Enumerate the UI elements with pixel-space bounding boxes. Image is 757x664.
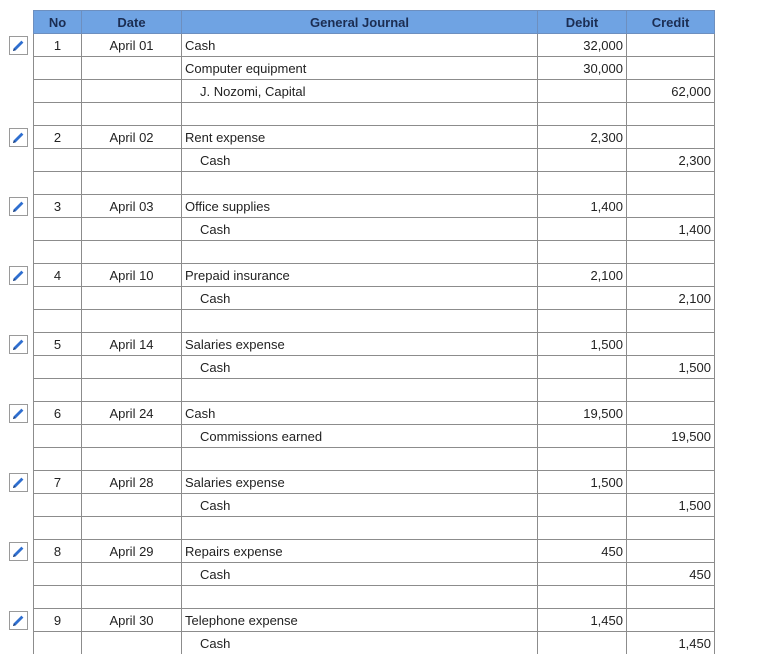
pencil-icon [12, 476, 25, 489]
credit-amount [627, 57, 715, 80]
entry-date [82, 57, 182, 80]
entry-number [34, 218, 82, 241]
credit-amount [627, 126, 715, 149]
debit-amount [538, 80, 627, 103]
pencil-icon [12, 200, 25, 213]
pencil-icon [12, 545, 25, 558]
blank-cell [627, 241, 715, 264]
account-name: Prepaid insurance [182, 264, 538, 287]
blank-cell [34, 379, 82, 402]
table-row [34, 264, 715, 287]
blank-cell [182, 310, 538, 333]
account-name: Cash [182, 34, 538, 57]
entry-number: 8 [34, 540, 82, 563]
credit-amount [627, 402, 715, 425]
entry-number [34, 57, 82, 80]
blank-cell [34, 310, 82, 333]
entry-date [82, 287, 182, 310]
credit-amount: 62,000 [627, 80, 715, 103]
entry-number [34, 494, 82, 517]
edit-entry-1-button[interactable] [9, 36, 28, 55]
blank-cell [182, 103, 538, 126]
account-name: Cash [182, 402, 538, 425]
table-row [34, 540, 715, 563]
edit-entry-5-button[interactable] [9, 335, 28, 354]
header-date: Date [82, 11, 182, 34]
debit-amount: 1,400 [538, 195, 627, 218]
debit-amount [538, 632, 627, 655]
entry-number [34, 425, 82, 448]
blank-cell [34, 103, 82, 126]
edit-entry-6-button[interactable] [9, 404, 28, 423]
blank-cell [182, 517, 538, 540]
account-name: Office supplies [182, 195, 538, 218]
debit-amount: 1,500 [538, 471, 627, 494]
entry-date: April 28 [82, 471, 182, 494]
account-name: Commissions earned [182, 425, 538, 448]
edit-entry-9-button[interactable] [9, 611, 28, 630]
blank-cell [538, 310, 627, 333]
blank-row [34, 379, 715, 402]
entry-number: 7 [34, 471, 82, 494]
account-name: Cash [182, 149, 538, 172]
credit-amount [627, 195, 715, 218]
entry-date: April 29 [82, 540, 182, 563]
blank-cell [538, 172, 627, 195]
table-row [34, 80, 715, 103]
table-row [34, 609, 715, 632]
blank-cell [627, 310, 715, 333]
table-row [34, 356, 715, 379]
blank-cell [182, 172, 538, 195]
account-name: Computer equipment [182, 57, 538, 80]
blank-cell [538, 586, 627, 609]
pencil-icon [12, 407, 25, 420]
credit-amount: 450 [627, 563, 715, 586]
debit-amount [538, 356, 627, 379]
table-row [34, 632, 715, 655]
debit-amount [538, 563, 627, 586]
account-name: Cash [182, 218, 538, 241]
blank-cell [538, 517, 627, 540]
entry-date: April 24 [82, 402, 182, 425]
blank-cell [627, 586, 715, 609]
entry-number: 4 [34, 264, 82, 287]
credit-amount: 19,500 [627, 425, 715, 448]
debit-amount [538, 218, 627, 241]
blank-row [34, 103, 715, 126]
debit-amount: 2,300 [538, 126, 627, 149]
entry-date: April 01 [82, 34, 182, 57]
entry-date [82, 425, 182, 448]
entry-number: 5 [34, 333, 82, 356]
credit-amount: 1,500 [627, 356, 715, 379]
credit-amount [627, 540, 715, 563]
pencil-icon [12, 338, 25, 351]
account-name: Cash [182, 563, 538, 586]
entry-number [34, 287, 82, 310]
blank-cell [82, 448, 182, 471]
blank-cell [627, 103, 715, 126]
account-name: Repairs expense [182, 540, 538, 563]
credit-amount [627, 264, 715, 287]
account-name: J. Nozomi, Capital [182, 80, 538, 103]
debit-amount: 2,100 [538, 264, 627, 287]
blank-cell [34, 172, 82, 195]
pencil-icon [12, 269, 25, 282]
entry-date: April 10 [82, 264, 182, 287]
table-row [34, 471, 715, 494]
blank-cell [82, 517, 182, 540]
debit-amount: 19,500 [538, 402, 627, 425]
header-general-journal: General Journal [182, 11, 538, 34]
entry-date [82, 218, 182, 241]
pencil-icon [12, 131, 25, 144]
entry-date [82, 632, 182, 655]
blank-cell [538, 241, 627, 264]
blank-cell [182, 586, 538, 609]
table-row [34, 494, 715, 517]
blank-cell [34, 448, 82, 471]
blank-row [34, 241, 715, 264]
edit-entry-3-button[interactable] [9, 197, 28, 216]
account-name: Cash [182, 287, 538, 310]
table-row [34, 218, 715, 241]
entry-date: April 30 [82, 609, 182, 632]
blank-cell [538, 448, 627, 471]
account-name: Rent expense [182, 126, 538, 149]
debit-amount [538, 287, 627, 310]
account-name: Salaries expense [182, 471, 538, 494]
blank-row [34, 172, 715, 195]
credit-amount [627, 609, 715, 632]
credit-amount: 1,500 [627, 494, 715, 517]
credit-amount: 2,300 [627, 149, 715, 172]
table-row [34, 57, 715, 80]
blank-cell [82, 172, 182, 195]
table-row [34, 333, 715, 356]
entry-date [82, 563, 182, 586]
blank-cell [538, 103, 627, 126]
blank-cell [627, 517, 715, 540]
header-no: No [34, 11, 82, 34]
header-credit: Credit [627, 11, 715, 34]
entry-date [82, 149, 182, 172]
blank-cell [82, 103, 182, 126]
blank-cell [627, 379, 715, 402]
table-row [34, 126, 715, 149]
edit-entry-2-button[interactable] [9, 128, 28, 147]
credit-amount [627, 34, 715, 57]
general-journal-table [33, 10, 715, 654]
blank-row [34, 448, 715, 471]
table-row [34, 287, 715, 310]
blank-cell [182, 241, 538, 264]
table-row [34, 34, 715, 57]
debit-amount: 450 [538, 540, 627, 563]
account-name: Salaries expense [182, 333, 538, 356]
table-row [34, 402, 715, 425]
header-debit: Debit [538, 11, 627, 34]
entry-date: April 03 [82, 195, 182, 218]
debit-amount: 1,450 [538, 609, 627, 632]
edit-entry-8-button[interactable] [9, 542, 28, 561]
entry-date [82, 356, 182, 379]
debit-amount: 1,500 [538, 333, 627, 356]
entry-number [34, 632, 82, 655]
blank-cell [82, 241, 182, 264]
credit-amount: 1,450 [627, 632, 715, 655]
credit-amount: 2,100 [627, 287, 715, 310]
debit-amount [538, 149, 627, 172]
entry-number: 6 [34, 402, 82, 425]
table-row [34, 563, 715, 586]
account-name: Telephone expense [182, 609, 538, 632]
debit-amount [538, 425, 627, 448]
blank-row [34, 310, 715, 333]
entry-number: 1 [34, 34, 82, 57]
blank-cell [627, 448, 715, 471]
pencil-icon [12, 39, 25, 52]
account-name: Cash [182, 632, 538, 655]
edit-entry-4-button[interactable] [9, 266, 28, 285]
table-row [34, 195, 715, 218]
blank-cell [82, 310, 182, 333]
blank-cell [34, 586, 82, 609]
account-name: Cash [182, 494, 538, 517]
debit-amount: 32,000 [538, 34, 627, 57]
credit-amount: 1,400 [627, 218, 715, 241]
debit-amount [538, 494, 627, 517]
blank-cell [182, 379, 538, 402]
entry-number [34, 80, 82, 103]
entry-number [34, 356, 82, 379]
entry-number: 9 [34, 609, 82, 632]
entry-number: 3 [34, 195, 82, 218]
blank-row [34, 517, 715, 540]
blank-cell [34, 517, 82, 540]
blank-cell [182, 448, 538, 471]
blank-row [34, 586, 715, 609]
blank-cell [538, 379, 627, 402]
entry-date [82, 494, 182, 517]
blank-cell [34, 241, 82, 264]
edit-entry-7-button[interactable] [9, 473, 28, 492]
account-name: Cash [182, 356, 538, 379]
credit-amount [627, 333, 715, 356]
table-row [34, 149, 715, 172]
entry-date: April 02 [82, 126, 182, 149]
blank-cell [82, 379, 182, 402]
table-row [34, 425, 715, 448]
credit-amount [627, 471, 715, 494]
blank-cell [627, 172, 715, 195]
entry-date: April 14 [82, 333, 182, 356]
blank-cell [82, 586, 182, 609]
entry-number: 2 [34, 126, 82, 149]
table-header-row [34, 11, 715, 34]
pencil-icon [12, 614, 25, 627]
debit-amount: 30,000 [538, 57, 627, 80]
entry-number [34, 149, 82, 172]
entry-number [34, 563, 82, 586]
entry-date [82, 80, 182, 103]
